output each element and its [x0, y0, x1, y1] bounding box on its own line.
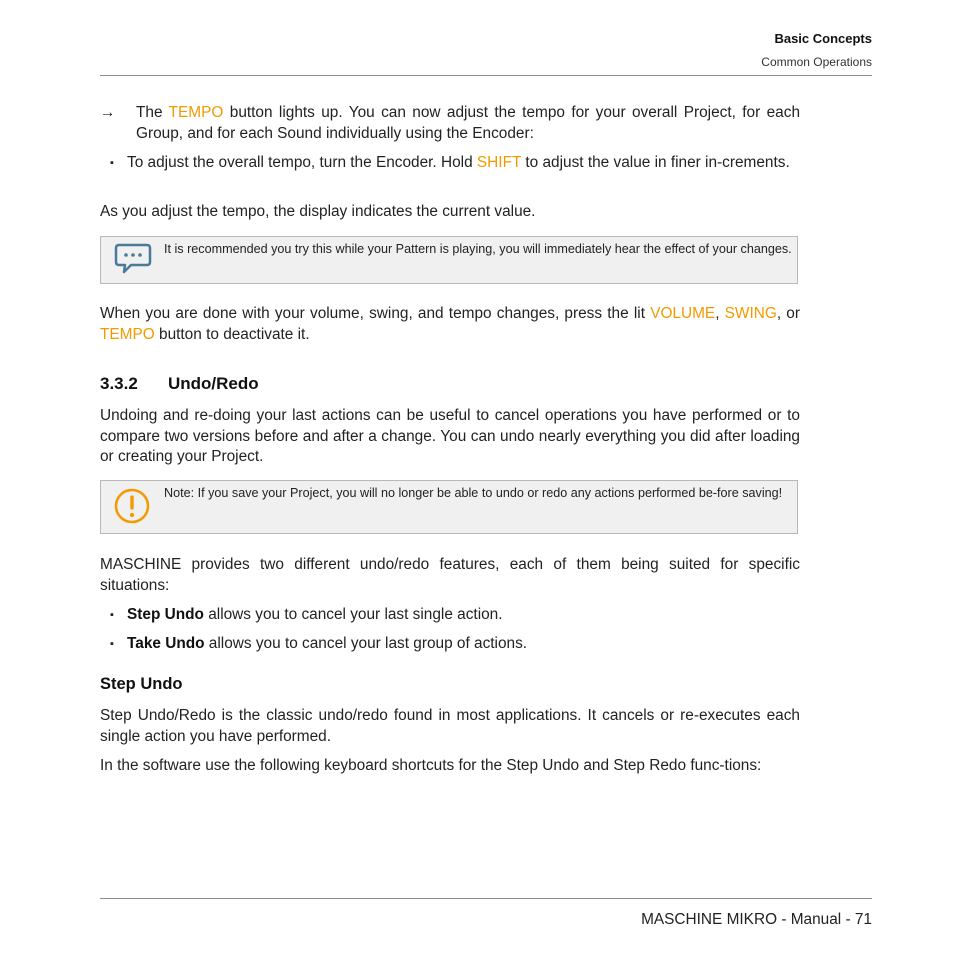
section-heading — [100, 374, 259, 394]
keyword-swing: SWING — [724, 305, 777, 322]
subheading-step-undo: Step Undo — [100, 675, 183, 693]
keyword-volume: VOLUME — [650, 305, 716, 322]
arrow-item-text: The TEMPO button lights up. You can now adjust the tempo for your overall Project, for each Group, and for each Sound individually using the Encoder: — [136, 104, 800, 142]
exclamation-icon — [114, 487, 152, 530]
paragraph-shortcuts: In the software use the following keyboard shortcuts for the Step Undo and Step Redo func-tions: — [100, 757, 762, 774]
footer-page-info: MASCHINE MIKRO - Manual - 71 — [641, 911, 872, 928]
warning-note-text: Note: If you save your Project, you will no longer be able to undo or redo any actions performed be-fore saving! — [164, 486, 783, 500]
bullet-marker: ▪ — [110, 609, 114, 621]
paragraph-done: When you are done with your volume, swing, and tempo changes, press the lit VOLUME, SWING, or TEMPO button to deactivate it. — [100, 305, 800, 343]
header-section: Common Operations — [761, 55, 872, 69]
speech-bubble-icon — [114, 242, 152, 281]
keyword-tempo: TEMPO — [168, 104, 224, 121]
keyword-tempo: TEMPO — [100, 325, 155, 343]
bullet-step-undo: Step Undo allows you to cancel your last single action. — [127, 606, 503, 623]
section-number: 3.3.2 — [100, 374, 138, 393]
arrow-marker: → — [100, 104, 116, 121]
paragraph-undo-intro: Undoing and re-doing your last actions can be useful to cancel operations you have performed or to compare two versions before and after a change. You can undo nearly everything you did after loading or creating your Project. — [100, 407, 800, 465]
tip-note-text: It is recommended you try this while your Pattern is playing, you will immediately hear the effect of your changes. — [164, 242, 792, 256]
footer-divider — [100, 898, 872, 899]
bullet-marker: ▪ — [110, 157, 114, 169]
tip-note — [100, 236, 798, 284]
section-title: Undo/Redo — [168, 374, 259, 393]
paragraph-step-undo: Step Undo/Redo is the classic undo/redo found in most applications. It cancels or re-executes each single action you have performed. — [100, 707, 800, 745]
bullet-marker: ▪ — [110, 638, 114, 650]
warning-note — [100, 480, 798, 534]
paragraph-maschine: MASCHINE provides two different undo/redo features, each of them being suited for specific situations: — [100, 556, 800, 594]
bullet-adjust-tempo: To adjust the overall tempo, turn the Encoder. Hold SHIFT to adjust the value in finer in-crements. — [127, 154, 790, 171]
paragraph-display: As you adjust the tempo, the display indicates the current value. — [100, 203, 536, 220]
header-chapter: Basic Concepts — [774, 31, 872, 46]
keyword-shift: SHIFT — [476, 154, 522, 171]
header-divider — [100, 75, 872, 76]
bullet-take-undo: Take Undo allows you to cancel your last group of actions. — [127, 635, 528, 652]
